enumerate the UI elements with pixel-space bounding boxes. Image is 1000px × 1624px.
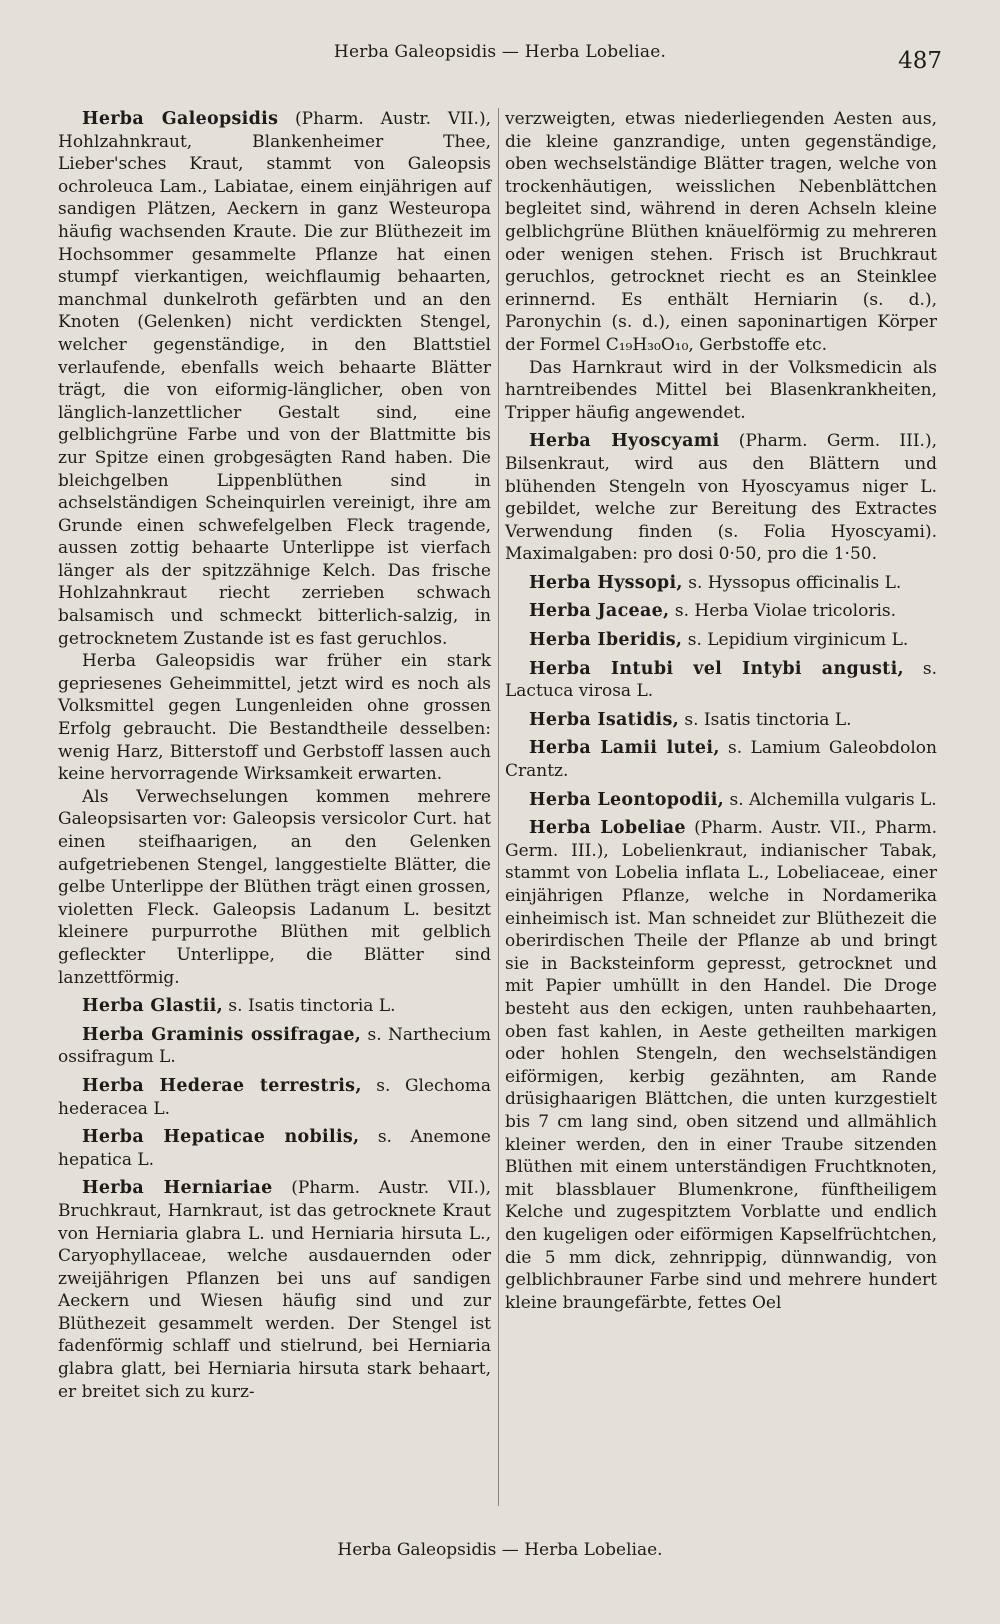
left-column <box>58 108 491 1409</box>
entry-text: Als Verwechselungen kommen mehrere Galeopsisarten vor: Galeopsis versicolor Curt. hat einen steifhaarigen, an den Gelenken aufgetriebenen Stengel, langgestielte Blätter, die gelbe Unterlippe der Blüthen trägt einen grossen, violetten Fleck. Galeopsis Ladanum L. besitzt kleinere purpurrothe Blüthen mit gelblich gefleckter Unterlippe, die Blätter sind lanzettförmig. <box>58 786 491 988</box>
entry-text: verzweigten, etwas niederliegenden Aesten aus, die kleine ganzrandige, unten gegenständige, oben wechselständige Blätter tragen, welche von trockenhäutigen, weisslichen Nebenblättchen begleitet sind, während in deren Achseln kleine gelblichgrüne Blüthen knäuelförmig zu mehreren oder wenigen stehen. Frisch ist Bruchkraut geruchlos, getrocknet riecht es an Steinklee erinnernd. Es enthält Herniarin (s. d.), Paronychin (s. d.), einen saponinartigen Körper der Formel C₁₉H₃₀O₁₀, Gerbstoffe etc. <box>505 109 937 355</box>
entry-headword: Herba Hederae terrestris, <box>82 1075 362 1096</box>
entry-headword: Herba Isatidis, <box>529 709 679 730</box>
entry-headword: Herba Hyoscyami <box>529 431 720 452</box>
entry-headword: Herba Lamii lutei, <box>529 738 720 759</box>
right-column <box>505 108 937 1320</box>
dictionary-entry <box>505 600 937 623</box>
entry-paragraph <box>505 817 937 1314</box>
dictionary-entry <box>505 817 937 1314</box>
entry-paragraph <box>58 1126 491 1171</box>
column-divider <box>498 108 499 1506</box>
entry-paragraph <box>58 1024 491 1069</box>
entry-paragraph <box>58 1075 491 1120</box>
entry-headword: Herba Lobeliae <box>529 818 686 839</box>
entry-text: s. Lamium Galeobdolon Crantz. <box>505 738 937 782</box>
entry-headword: Herba Hepaticae nobilis, <box>82 1127 360 1148</box>
entry-paragraph <box>505 629 937 652</box>
entry-paragraph <box>505 789 937 812</box>
dictionary-entry <box>58 1126 491 1171</box>
entry-text: s. Narthecium ossifragum L. <box>58 1024 491 1068</box>
dictionary-entry <box>505 108 937 424</box>
entry-paragraph <box>58 1177 491 1403</box>
entry-text: s. Anemone hepatica L. <box>58 1127 491 1170</box>
entry-headword: Herba Glastii, <box>82 996 224 1017</box>
entry-headword: Herba Hyssopi, <box>529 572 683 593</box>
entry-paragraph <box>58 995 491 1018</box>
entry-paragraph-continued <box>505 357 937 425</box>
entry-headword: Herba Jaceae, <box>529 601 670 622</box>
entry-text: (Pharm. Austr. VII., Pharm. Germ. III.), Lobelienkraut, indianischer Tabak, stammt von Lobelia inflata L., Lobeliaceae, einer einjährigen Pflanze, welche in Nordamerika einheimisch ist. Man schneidet zur Blüthezeit die oberirdischen Theile der Pflanze ab und bringt sie in Backsteinform gepresst, getrocknet und mit Papier umhüllt in den Handel. Die Droge besteht aus den eckigen, unten rauhbehaarten, oben fast kahlen, in Aeste getheilten markigen oder hohlen Stengeln, den wechselständigen eiförmigen, kerbig gezähnten, am Rande drüsighaarigen Blättchen, die unten kurzgestielt bis 7 cm lang sind, oben sitzend und allmählich kleiner werden, den in einer Traube sitzenden Blüthen mit einem unterständigen Fruchtknoten, mit blassblauer Blumenkrone, fünftheiligem Kelche und zugespitztem Vorblatte und endlich den kugeligen oder eiförmigen Kapselfrüchtchen, die 5 mm dick, zehnrippig, dünnwandig, von gelblichbrauner Farbe sind und mehrere hundert kleine braungefärbte, fettes Oel <box>505 818 937 1313</box>
entry-paragraph <box>505 572 937 595</box>
entry-text: Das Harnkraut wird in der Volksmedicin als harntreibendes Mittel bei Blasenkrankheiten, Tripper häufig angewendet. <box>505 357 937 423</box>
entry-text: s. Lepidium virginicum L. <box>682 630 909 651</box>
entry-headword: Herba Leontopodii, <box>529 789 725 810</box>
entry-paragraph <box>505 737 937 782</box>
dictionary-entry <box>505 572 937 595</box>
entry-headword: Herba Galeopsidis <box>82 109 279 129</box>
dictionary-entry <box>505 629 937 652</box>
running-foot: Herba Galeopsidis — Herba Lobeliae. <box>337 1540 663 1560</box>
dictionary-entry <box>58 995 491 1018</box>
dictionary-entry <box>58 1024 491 1069</box>
entry-paragraph-continued <box>58 786 491 989</box>
entry-text: (Pharm. Germ. III.), Bilsenkraut, wird aus den Blättern und blühenden Stengeln von Hyoscyamus niger L. gebildet, welche zur Bereitung des Extractes Verwendung finden (s. Folia Hyoscyami). Maximalgaben: pro dosi 0·50, pro die 1·50. <box>505 431 937 565</box>
entry-text: s. Alchemilla vulgaris L. <box>724 789 937 810</box>
entry-text: s. Lactuca virosa L. <box>505 658 937 702</box>
entry-headword: Herba Herniariae <box>82 1178 273 1199</box>
entry-paragraph <box>505 108 937 357</box>
entry-paragraph <box>505 430 937 566</box>
entry-paragraph <box>58 108 491 650</box>
entry-text: s. Isatis tinctoria L. <box>223 996 396 1017</box>
entry-paragraph-continued <box>58 650 491 786</box>
dictionary-entry <box>58 1075 491 1120</box>
entry-paragraph <box>505 709 937 732</box>
entry-headword: Herba Graminis ossifragae, <box>82 1024 362 1045</box>
entry-text: (Pharm. Austr. VII.), Bruchkraut, Harnkraut, ist das getrocknete Kraut von Herniaria glabra L. und Herniaria hirsuta L., Caryophyllaceae, welche ausdauernden oder zweijährigen Pflanzen bei uns auf sandigen Aeckern und Wiesen häufig sind und zur Blüthezeit gesammelt werden. Der Stengel ist fadenförmig schlaff und stielrund, bei Herniaria glabra glatt, bei Herniaria hirsuta stark behaart, er breitet sich zu kurz- <box>58 1178 492 1402</box>
entry-headword: Herba Intubi vel Intybi angusti, <box>529 658 904 679</box>
dictionary-entry <box>58 108 491 989</box>
entry-paragraph <box>505 658 937 703</box>
dictionary-entry <box>505 789 937 812</box>
entry-text: Herba Galeopsidis war früher ein stark gepriesenes Geheimmittel, jetzt wird es noch als Volksmittel gegen Lungenleiden ohne grossen Erfolg gebraucht. Die Bestandtheile desselben: wenig Harz, Bitterstoff und Gerbstoff lassen auch keine hervorragende Wirksamkeit erwarten. <box>58 651 491 785</box>
running-head: Herba Galeopsidis — Herba Lobeliae. <box>333 42 667 62</box>
dictionary-entry <box>58 1177 491 1403</box>
dictionary-entry <box>505 658 937 703</box>
entry-paragraph <box>505 600 937 623</box>
dictionary-entry <box>505 430 937 566</box>
entry-text: (Pharm. Austr. VII.), Hohlzahnkraut, Blankenheimer Thee, Lieber'sches Kraut, stammt von Galeopsis ochroleuca Lam., Labiatae, einem einjährigen auf sandigen Plätzen, Aeckern in ganz Westeuropa häufig wachsenden Kraute. Die zur Blüthezeit im Hochsommer gesammelte Pflanze hat einen stumpf vierkantigen, weichflaumig behaarten, manchmal dunkelroth gefärbten und an den Knoten (Gelenken) nicht verdickten Stengel, welcher gegenständige, in den Blattstiel verlaufende, ebenfalls weich behaarte Blätter trägt, die von eiformig-länglicher, oben von länglich-lanzettlicher Gestalt sind, eine gelblichgrüne Farbe und von der Blattmitte bis zur Spitze einen grobgesägten Rand haben. Die bleichgelben Lippenblüthen sind in achselständigen Scheinquirlen vereinigt, ihre am Grunde einen schwefelgelben Fleck tragende, aussen zottig behaarte Unterlippe ist vierfach länger als der spitzzähnige Kelch. Das frische Hohlzahnkraut riecht zerrieben schwach balsamisch und schmeckt bitterlich-salzig, in getrocknetem Zustande ist es fast geruchlos. <box>58 109 491 649</box>
dictionary-entry <box>505 737 937 782</box>
page-number: 487 <box>898 48 942 74</box>
entry-headword: Herba Iberidis, <box>529 630 683 651</box>
entry-text: s. Glechoma hederacea L. <box>58 1075 491 1119</box>
entry-text: s. Hyssopus officinalis L. <box>682 572 902 593</box>
entry-text: s. Isatis tinctoria L. <box>679 709 852 730</box>
dictionary-entry <box>505 709 937 732</box>
entry-text: s. Herba Violae tricoloris. <box>669 601 897 622</box>
